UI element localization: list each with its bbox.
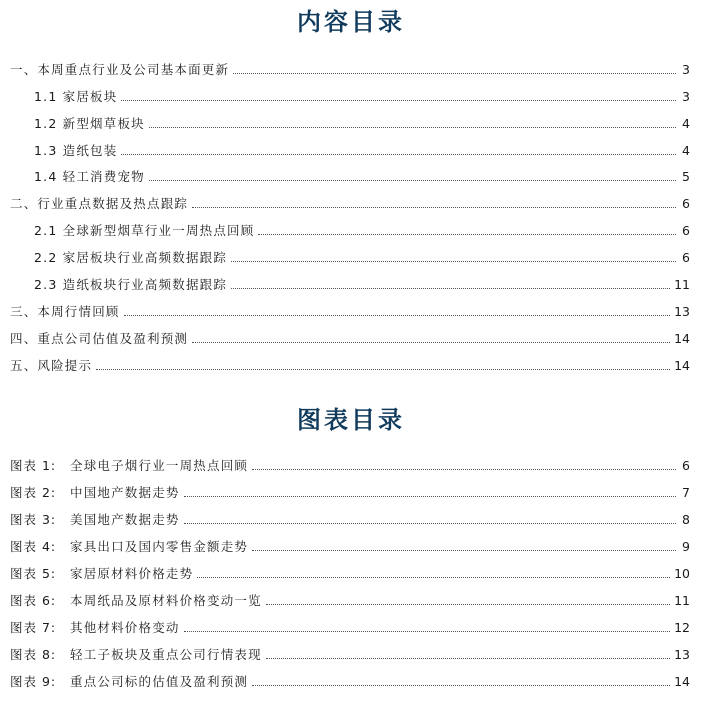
toc-entry[interactable] xyxy=(10,196,690,212)
chart-entry[interactable] xyxy=(10,458,690,474)
toc-entry-page: 6 xyxy=(682,223,690,238)
dot-leader xyxy=(184,631,670,632)
toc-entry[interactable] xyxy=(10,304,690,320)
toc-entry-page: 3 xyxy=(682,89,690,104)
dot-leader xyxy=(233,73,676,74)
toc-entry-label: 三、本周行情回顾 xyxy=(10,304,120,319)
chart-entry[interactable] xyxy=(10,485,690,501)
toc-entry[interactable] xyxy=(34,223,690,239)
contents-title: 内容目录 xyxy=(297,7,405,36)
chart-entry-page: 13 xyxy=(674,647,690,662)
chart-entry-number: 图表 4: xyxy=(10,539,57,554)
dot-leader xyxy=(96,369,670,370)
chart-entry[interactable] xyxy=(10,566,690,582)
dot-leader xyxy=(184,496,676,497)
chart-entry-label: 其他材料价格变动 xyxy=(70,620,180,635)
chart-entry-number: 图表 7: xyxy=(10,620,57,635)
dot-leader xyxy=(121,154,676,155)
chart-entry-page: 14 xyxy=(674,674,690,689)
toc-entry-label: 1.3 造纸包装 xyxy=(34,143,118,158)
chart-entry-label: 轻工子板块及重点公司行情表现 xyxy=(70,647,262,662)
toc-entry-page: 6 xyxy=(682,250,690,265)
chart-entry-number: 图表 8: xyxy=(10,647,57,662)
chart-entry-label: 重点公司标的估值及盈利预测 xyxy=(70,674,249,689)
dot-leader xyxy=(149,127,676,128)
dot-leader xyxy=(266,658,670,659)
toc-entry[interactable] xyxy=(10,62,690,78)
toc-entry-page: 4 xyxy=(682,116,690,131)
chart-entry-page: 10 xyxy=(674,566,690,581)
toc-entry-page: 14 xyxy=(674,331,690,346)
dot-leader xyxy=(252,685,670,686)
chart-entry-page: 11 xyxy=(674,593,690,608)
chart-entry[interactable] xyxy=(10,512,690,528)
toc-entry[interactable] xyxy=(34,116,690,132)
chart-entry[interactable] xyxy=(10,593,690,609)
toc-entry-label: 2.2 家居板块行业高频数据跟踪 xyxy=(34,250,228,265)
dot-leader xyxy=(192,207,676,208)
toc-entry-label: 二、行业重点数据及热点跟踪 xyxy=(10,196,189,211)
dot-leader xyxy=(149,180,676,181)
chart-entry-number: 图表 2: xyxy=(10,485,57,500)
chart-entry-label: 中国地产数据走势 xyxy=(70,485,180,500)
dot-leader xyxy=(124,315,670,316)
dot-leader xyxy=(252,469,676,470)
dot-leader xyxy=(192,342,670,343)
chart-entry[interactable] xyxy=(10,539,690,555)
toc-entry-label: 五、风险提示 xyxy=(10,358,93,373)
dot-leader xyxy=(231,261,676,262)
toc-entry-label: 1.4 轻工消费宠物 xyxy=(34,169,145,184)
toc-entry[interactable] xyxy=(34,143,690,159)
chart-entry-page: 6 xyxy=(682,458,690,473)
toc-entry[interactable] xyxy=(34,250,690,266)
dot-leader xyxy=(184,523,676,524)
dot-leader xyxy=(258,234,676,235)
chart-entry-number: 图表 1: xyxy=(10,458,57,473)
toc-entry-page: 11 xyxy=(674,277,690,292)
chart-entry-label: 家居原材料价格走势 xyxy=(70,566,194,581)
chart-entry[interactable] xyxy=(10,620,690,636)
dot-leader xyxy=(266,604,670,605)
toc-entry-label: 2.1 全球新型烟草行业一周热点回顾 xyxy=(34,223,255,238)
chart-entry-page: 12 xyxy=(674,620,690,635)
chart-entry-number: 图表 9: xyxy=(10,674,57,689)
toc-entry[interactable] xyxy=(10,331,690,347)
chart-entry[interactable] xyxy=(10,674,690,690)
toc-entry-label: 1.2 新型烟草板块 xyxy=(34,116,145,131)
toc-entry-page: 3 xyxy=(682,62,690,77)
toc-entry-label: 一、本周重点行业及公司基本面更新 xyxy=(10,62,230,77)
dot-leader xyxy=(252,550,676,551)
chart-entry-page: 7 xyxy=(682,485,690,500)
dot-leader xyxy=(231,288,670,289)
toc-entry-page: 5 xyxy=(682,169,690,184)
chart-entry-page: 8 xyxy=(682,512,690,527)
toc-entry-label: 2.3 造纸板块行业高频数据跟踪 xyxy=(34,277,228,292)
chart-entry-label: 本周纸品及原材料价格变动一览 xyxy=(70,593,262,608)
toc-entry-page: 13 xyxy=(674,304,690,319)
chart-entry-label: 美国地产数据走势 xyxy=(70,512,180,527)
chart-entry-label: 全球电子烟行业一周热点回顾 xyxy=(70,458,249,473)
dot-leader xyxy=(197,577,670,578)
chart-entry-number: 图表 5: xyxy=(10,566,57,581)
chart-entry-page: 9 xyxy=(682,539,690,554)
dot-leader xyxy=(121,100,676,101)
charts-title: 图表目录 xyxy=(297,405,405,434)
toc-entry-page: 4 xyxy=(682,143,690,158)
toc-entry-label: 1.1 家居板块 xyxy=(34,89,118,104)
toc-entry[interactable] xyxy=(34,277,690,293)
toc-entry-page: 6 xyxy=(682,196,690,211)
toc-entry[interactable] xyxy=(34,169,690,185)
chart-entry-label: 家具出口及国内零售金额走势 xyxy=(70,539,249,554)
toc-entry[interactable] xyxy=(34,89,690,105)
chart-entry-number: 图表 3: xyxy=(10,512,57,527)
toc-entry-page: 14 xyxy=(674,358,690,373)
chart-entry[interactable] xyxy=(10,647,690,663)
toc-entry[interactable] xyxy=(10,358,690,374)
chart-entry-number: 图表 6: xyxy=(10,593,57,608)
toc-entry-label: 四、重点公司估值及盈利预测 xyxy=(10,331,189,346)
